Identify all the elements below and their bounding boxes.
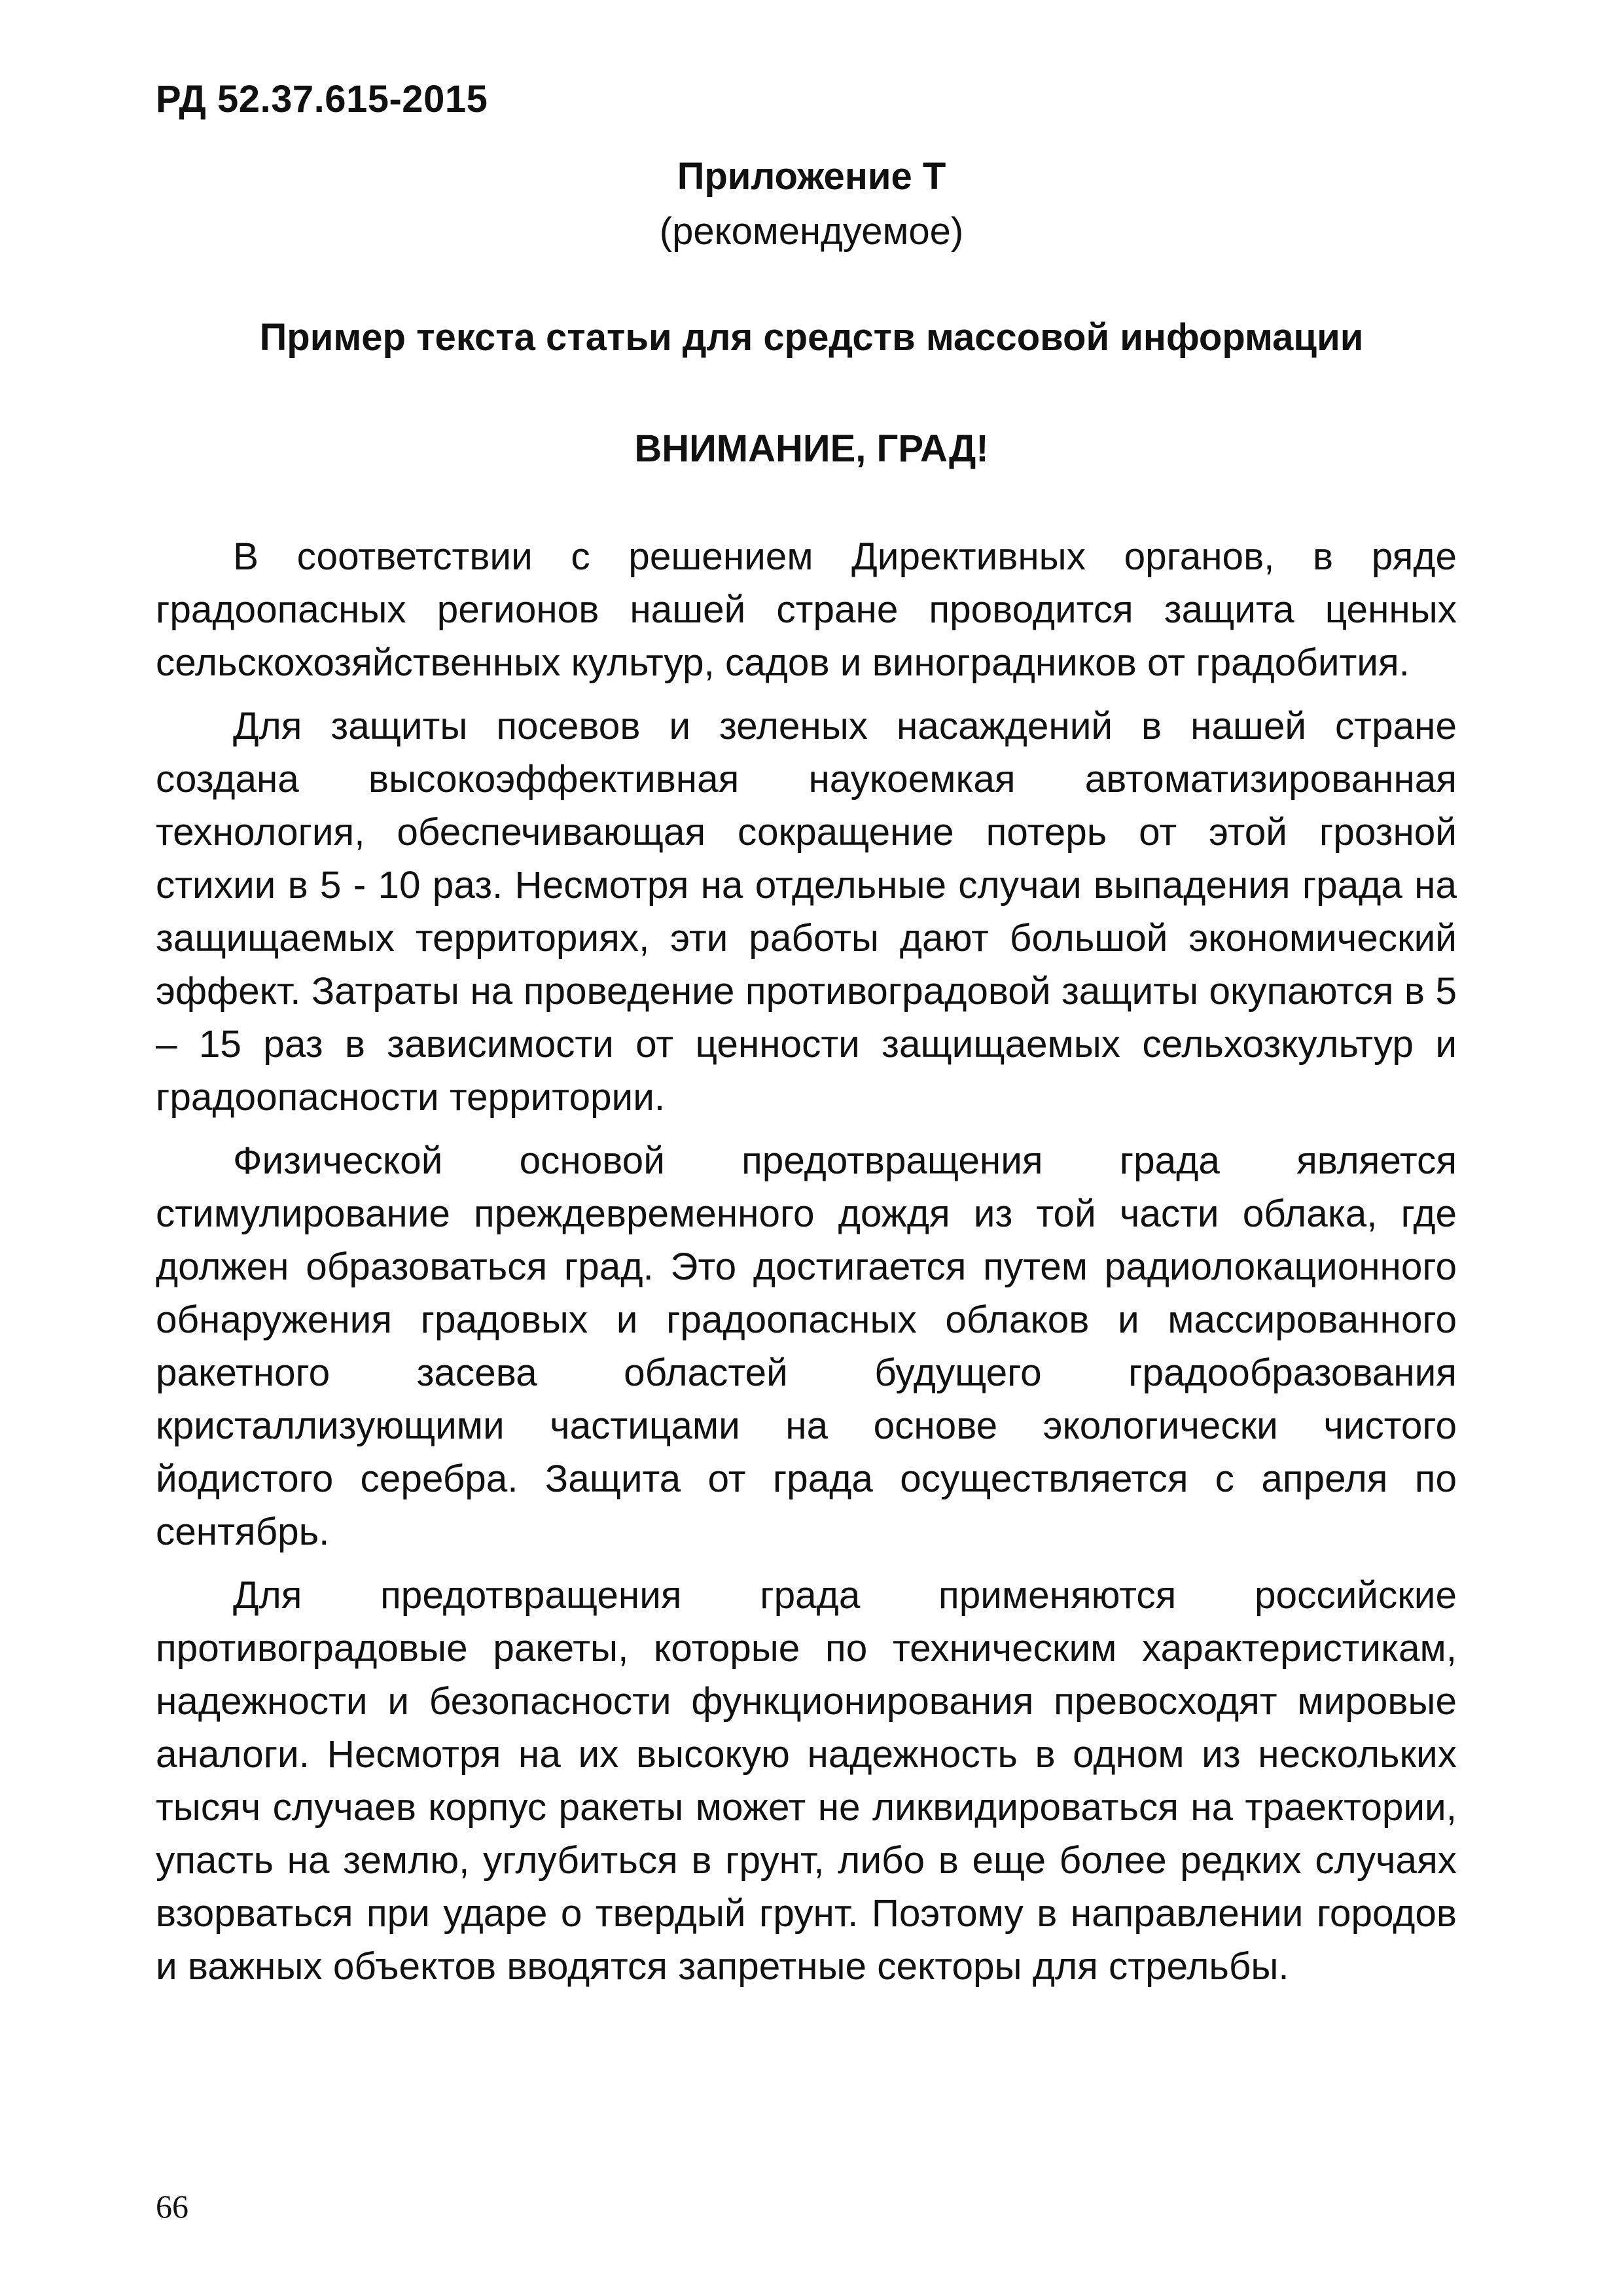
document-code: РД 52.37.615-2015 [156, 78, 488, 120]
paragraph-3: Физической основой предотвращения града является стимулирование преждевременного дождя из той части облака, где должен образоваться град. Это достигается путем радиолокационного обнаружения градовых и градоопасных облаков и массированного ракетного засева областей будущего градообразования кристаллизующими частицами на основе экологически чистого йодистого серебра. Защита от града осуществляется с апреля по сентябрь. [156, 1139, 1457, 1553]
alert-title: ВНИМАНИЕ, ГРАД! [634, 427, 989, 470]
appendix-subtitle: (рекомендуемое) [659, 210, 964, 253]
appendix-title: Приложение Т [677, 155, 946, 198]
page-number: 66 [156, 2188, 188, 2225]
article-heading: Пример текста статьи для средств массовой информации [259, 316, 1364, 359]
paragraph-2: Для защиты посевов и зеленых насаждений в нашей стране создана высокоэффективная наукоемкая автоматизированная технология, обеспечивающая сокращение потерь от этой грозной стихии в 5 - 10 раз. Несмотря на отдельные случаи выпадения града на защищаемых территориях, эти работы дают большой экономический эффект. Затраты на проведение противоградовой защиты окупаются в 5 – 15 раз в зависимости от ценности защищаемых сельхозкультур и градоопасности территории. [156, 705, 1457, 1119]
paragraph-1: В соответствии с решением Директивных органов, в ряде градоопасных регионов нашей стране проводится защита ценных сельскохозяйственных культур, садов и виноградников от градобития. [156, 535, 1457, 684]
paragraph-4: Для предотвращения града применяются российские противоградовые ракеты, которые по техническим характеристикам, надежности и безопасности функционирования превосходят мировые аналоги. Несмотря на их высокую надежность в одном из нескольких тысяч случаев корпус ракеты может не ликвидироваться на траектории, упасть на землю, углубиться в грунт, либо в еще более редких случаях взорваться при ударе о твердый грунт. Поэтому в направлении городов и важных объектов вводятся запретные секторы для стрельбы. [156, 1574, 1457, 1988]
article-body [156, 530, 1457, 2003]
